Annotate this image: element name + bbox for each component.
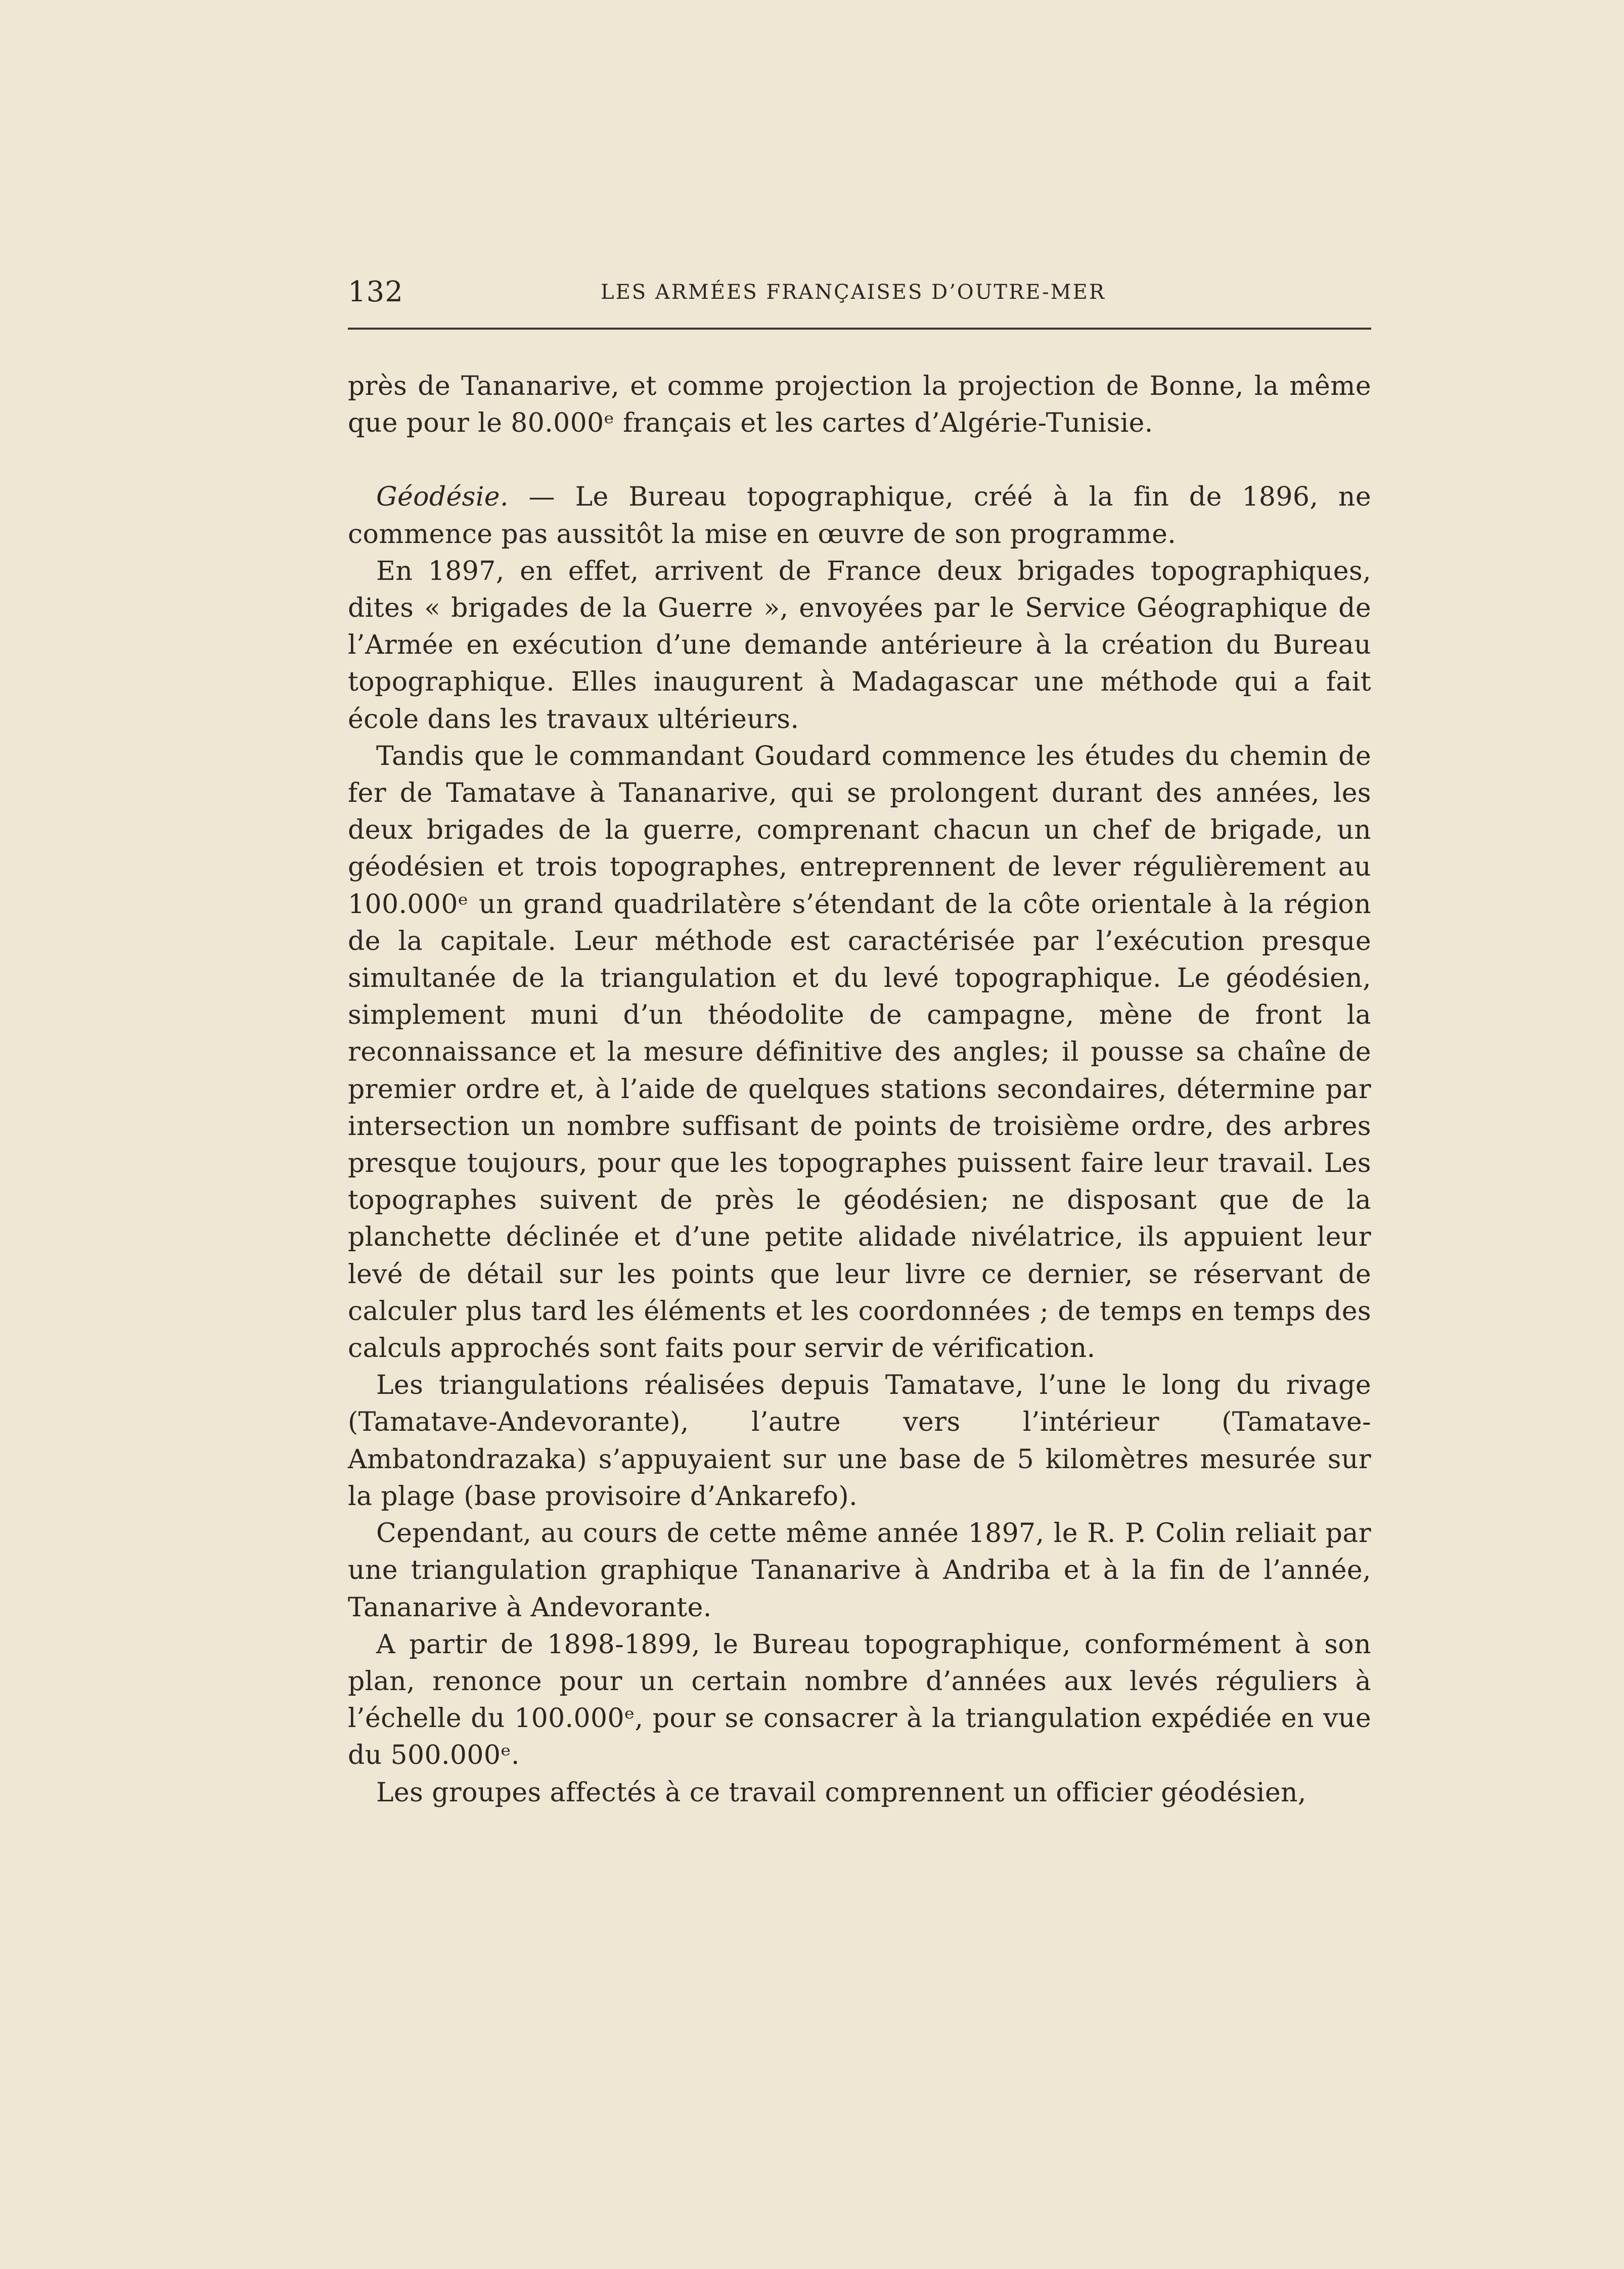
- geodesie-paragraph: [348, 479, 1371, 553]
- body-text: [348, 368, 1371, 1811]
- paragraph-tamatave: Les triangulations réalisées depuis Tamatave, l’une le long du rivage (Tamatave-Andevorante), l’autre vers l’intérieur (Tamatave-Ambatondrazaka) s’appuyaient sur une base de 5 kilomètres mesurée sur la plage (base provisoire d’Ankarefo).: [348, 1370, 1371, 1512]
- paragraph-colin: Cependant, au cours de cette même année 1897, le R. P. Colin reliait par une triangulation graphique Tananarive à Andriba et à la fin de l’année, Tananarive à Andevorante.: [348, 1518, 1371, 1623]
- paragraph-groupes: Les groupes affectés à ce travail comprennent un officier géodésien,: [376, 1777, 1306, 1808]
- paragraph-goudard: Tandis que le commandant Goudard commence les études du chemin de fer de Tamatave à Tananarive, qui se prolongent durant des années, les deux brigades de la guerre, comprenant chacun un chef de brigade, un géodésien et trois topographes, entreprennent de lever régulièrement au 100.000ᵉ un grand quadrilatère s’étendant de la côte orientale à la région de la capitale. Leur méthode est caractérisée par l’exécution presque simultanée de la triangulation et du levé topographique. Le géodésien, simplement muni d’un théodolite de campagne, mène de front la reconnaissance et la mesure définitive des angles; il pousse sa chaîne de premier ordre et, à l’aide de quelques stations secondaires, détermine par intersection un nombre suffisant de points de troisième ordre, des arbres presque toujours, pour que les topographes puissent faire leur travail. Les topographes suivent de près le géodésien; ne disposant que de la planchette déclinée et d’une petite alidade nivélatrice, ils appuient leur levé de détail sur les points que leur livre ce dernier, se réservant de calculer plus tard les éléments et les coordonnées ; de temps en temps des calculs approchés sont faits pour servir de vérification.: [348, 741, 1371, 1364]
- header-rule: [348, 328, 1371, 330]
- running-head: [348, 272, 1371, 312]
- section-label-geodesie: Géodésie.: [376, 482, 509, 513]
- opening-paragraph: près de Tananarive, et comme projection la projection de Bonne, la même que pour le 80.000ᵉ français et les cartes d’Algérie-Tunisie.: [348, 371, 1371, 439]
- page-number: 132: [348, 276, 403, 308]
- geodesie-text: — Le Bureau topographique, créé à la fin de 1896, ne commence pas aussitôt la mise en œuvre de son programme.: [348, 482, 1371, 550]
- paragraph-1898: A partir de 1898-1899, le Bureau topographique, conformément à son plan, renonce pour un certain nombre d’années aux levés réguliers à l’échelle du 100.000ᵉ, pour se consacrer à la triangulation expédiée en vue du 500.000ᵉ.: [348, 1629, 1371, 1771]
- paragraph-1897: En 1897, en effet, arrivent de France deux brigades topographiques, dites « brigades de la Guerre », envoyées par le Service Géographique de l’Armée en exécution d’une demande antérieure à la création du Bureau topographique. Elles inaugurent à Madagascar une méthode qui a fait école dans les travaux ultérieurs.: [348, 556, 1371, 735]
- running-title: LES ARMÉES FRANÇAISES D’OUTRE-MER: [601, 281, 1106, 304]
